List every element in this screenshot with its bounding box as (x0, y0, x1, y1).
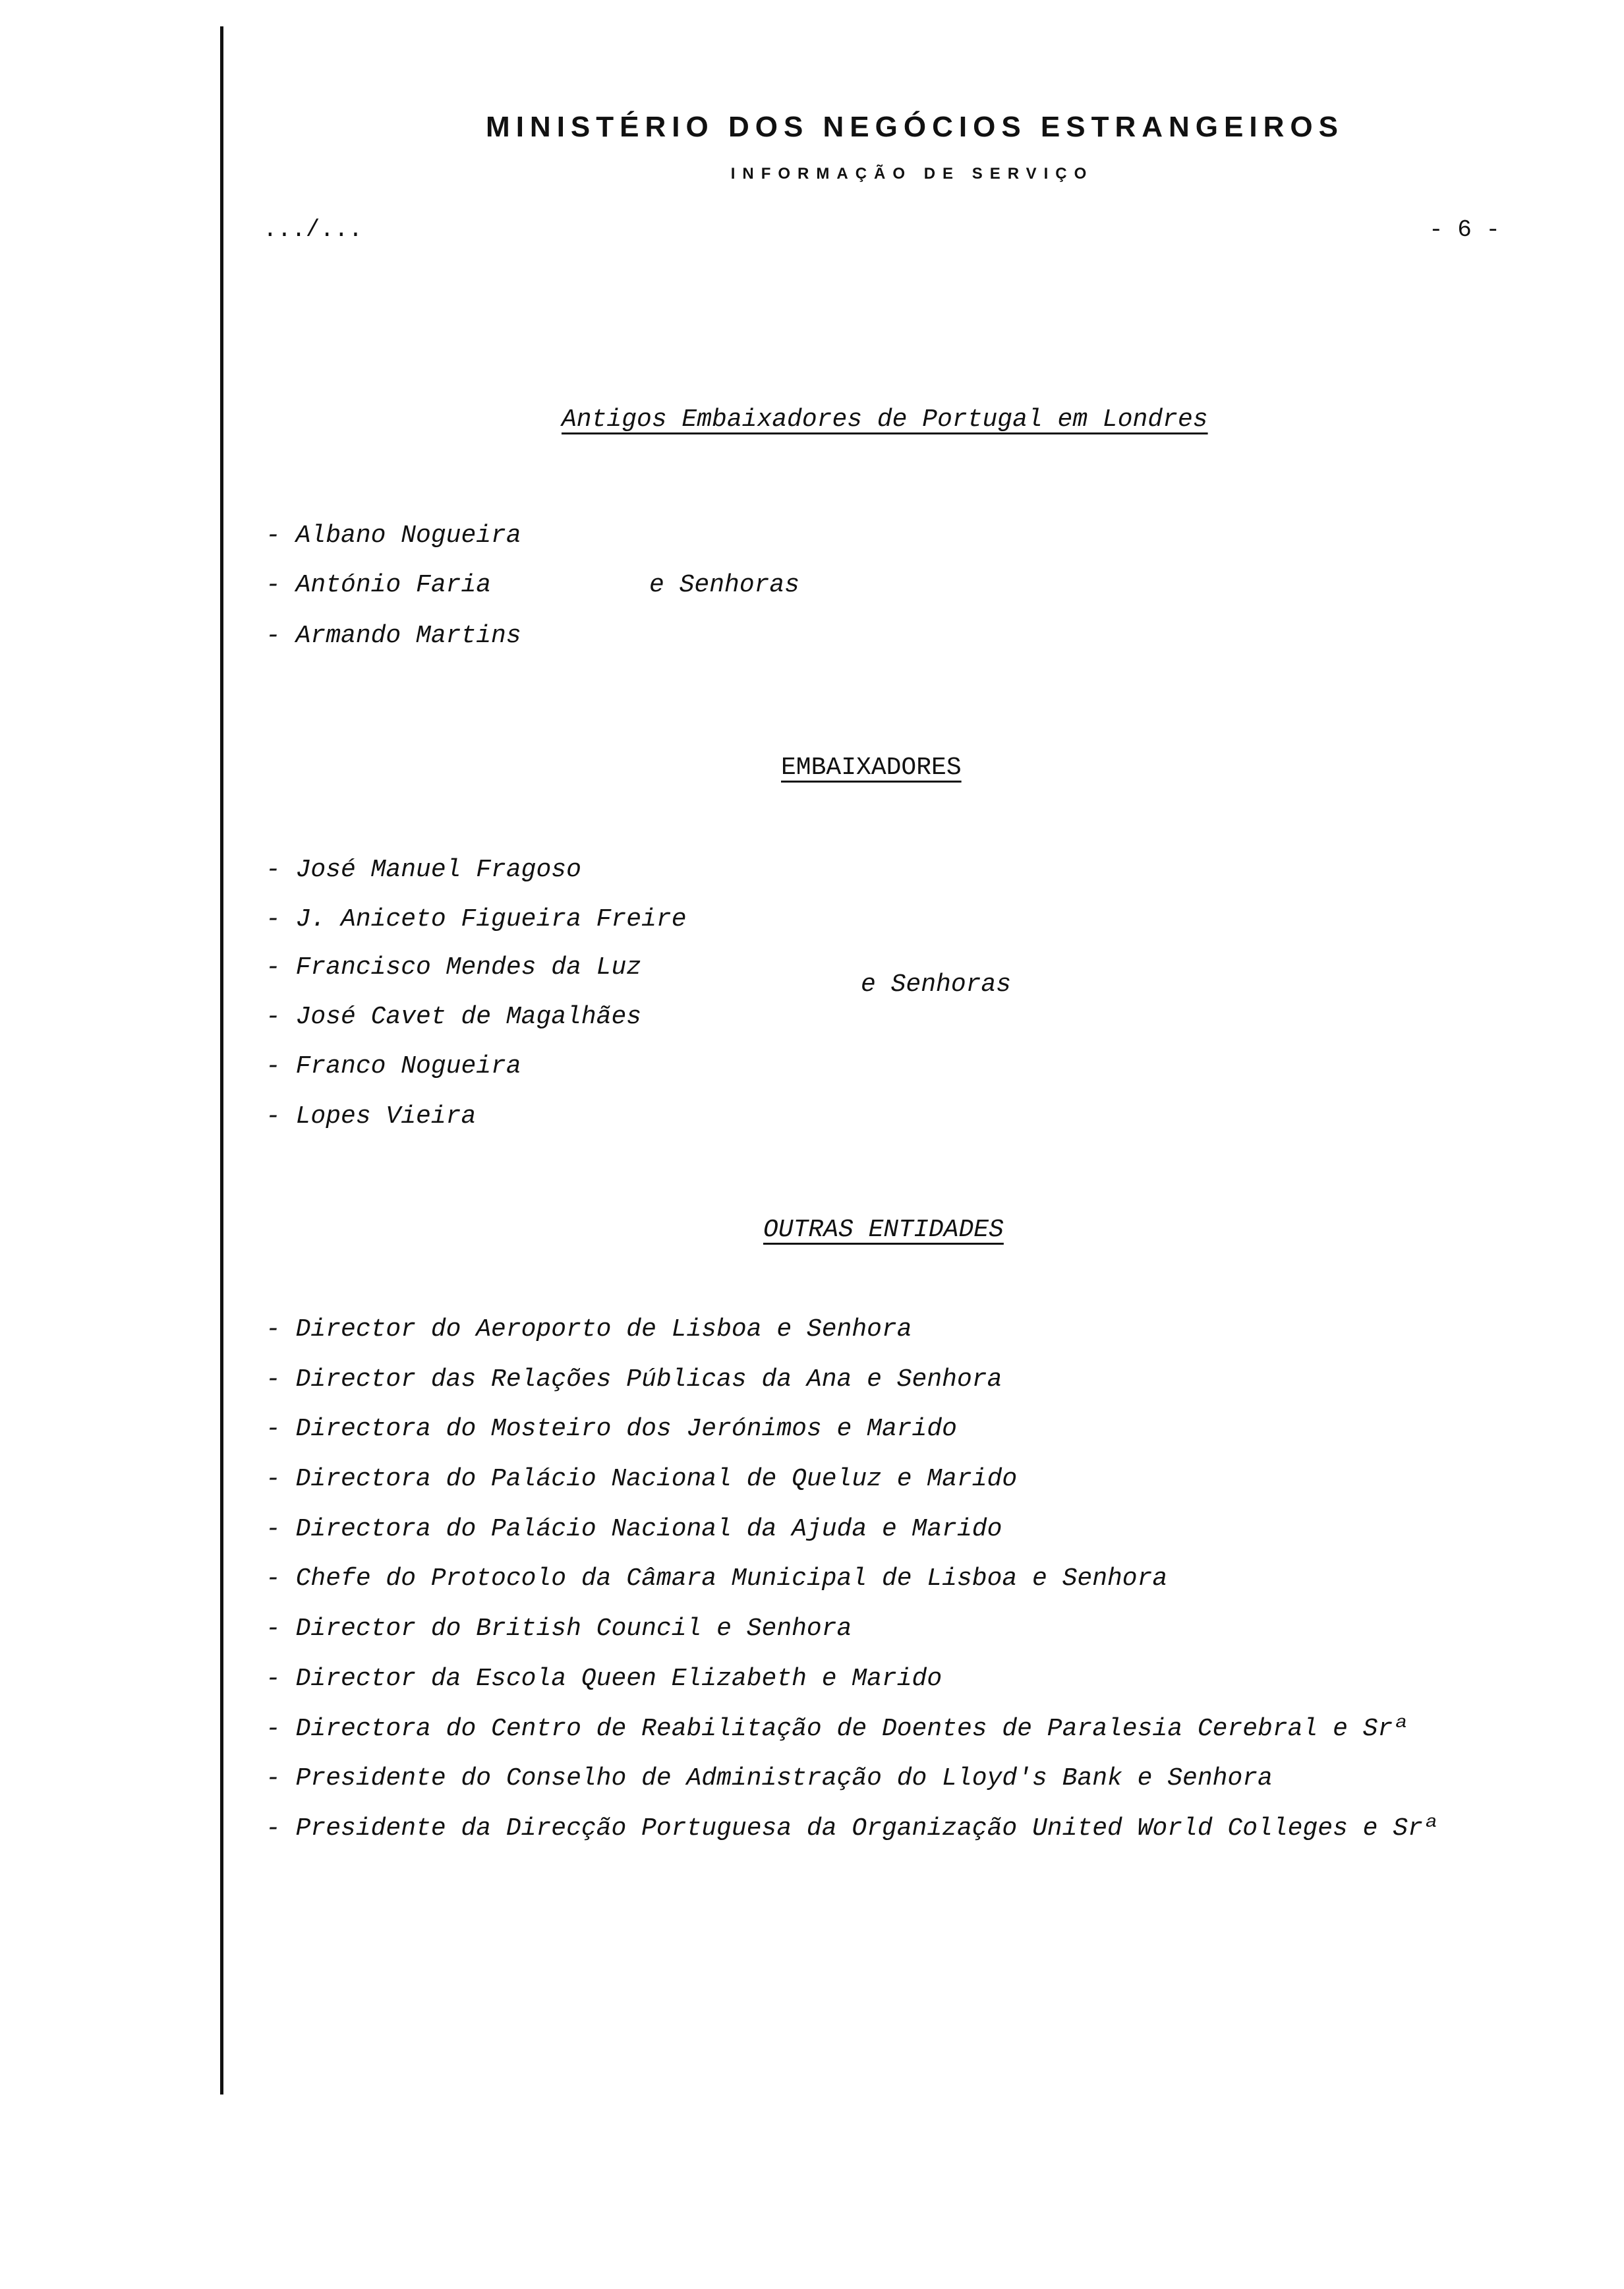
list-item: - Director da Escola Queen Elizabeth e Marido (266, 1665, 942, 1693)
list-item: - Franco Nogueira (266, 1052, 521, 1081)
list-item: - Albano Nogueira (266, 521, 521, 550)
list-item: - Armando Martins (266, 622, 521, 650)
section-heading-former-ambassadors: Antigos Embaixadores de Portugal em Londres (562, 405, 1208, 434)
list-item: - António Faria (266, 571, 492, 599)
list-item: - Directora do Palácio Nacional de Queluz e Marido (266, 1465, 1018, 1493)
list-item: - Director das Relações Públicas da Ana e Senhora (266, 1365, 1002, 1394)
section-heading-ambassadors: EMBAIXADORES (781, 754, 962, 782)
list-item: - Presidente da Direcção Portuguesa da Organização United World Colleges e Srª (266, 1814, 1438, 1843)
ministry-title: MINISTÉRIO DOS NEGÓCIOS ESTRANGEIROS (486, 111, 1344, 143)
margin-rule (220, 26, 223, 2095)
list-item: - José Manuel Fragoso (266, 856, 581, 884)
list-item: - José Cavet de Magalhães (266, 1003, 642, 1031)
list-item: - Director do British Council e Senhora (266, 1615, 852, 1643)
section-heading-other-entities: OUTRAS ENTIDADES (763, 1216, 1004, 1244)
group-suffix: e Senhoras (649, 571, 800, 599)
list-item: - Francisco Mendes da Luz (266, 953, 642, 982)
list-item: - Director do Aeroporto de Lisboa e Senhora (266, 1315, 912, 1344)
group-suffix: e Senhoras (861, 970, 1012, 999)
page-number: - 6 - (1429, 216, 1501, 243)
list-item: - Chefe do Protocolo da Câmara Municipal de Lisboa e Senhora (266, 1564, 1168, 1593)
list-item: - Presidente do Conselho de Administração do Lloyd's Bank e Senhora (266, 1764, 1273, 1793)
list-item: - Directora do Mosteiro dos Jerónimos e Marido (266, 1415, 957, 1443)
continuation-mark: .../... (263, 216, 363, 243)
list-item: - Lopes Vieira (266, 1102, 477, 1131)
list-item: - Directora do Centro de Reabilitação de Doentes de Paralesia Cerebral e Srª (266, 1715, 1408, 1743)
list-item: - Directora do Palácio Nacional da Ajuda e Marido (266, 1515, 1002, 1543)
document-subtitle: INFORMAÇÃO DE SERVIÇO (730, 165, 1094, 183)
list-item: - J. Aniceto Figueira Freire (266, 905, 687, 934)
